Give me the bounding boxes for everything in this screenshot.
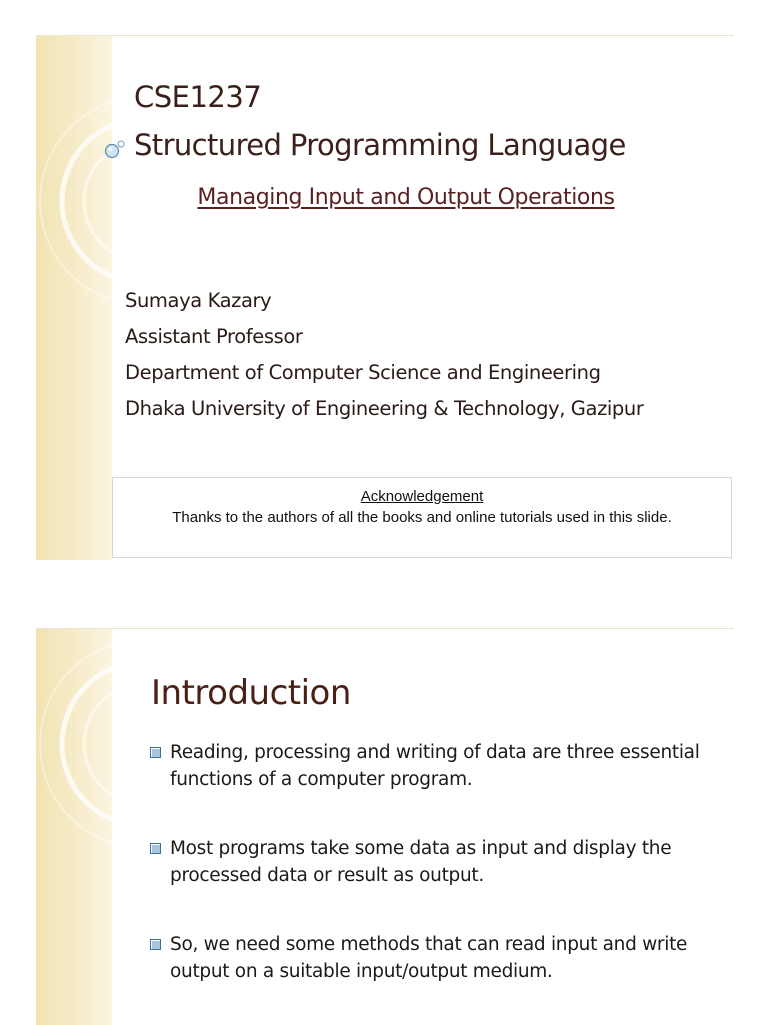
slide-subtitle: Managing Input and Output Operations — [197, 185, 615, 210]
square-bullet-icon — [150, 747, 161, 758]
list-item — [148, 739, 728, 793]
square-bullet-icon — [150, 939, 161, 950]
author-department: Department of Computer Science and Engineering — [125, 361, 601, 384]
course-code: CSE1237 — [134, 80, 262, 114]
title-slide — [36, 35, 734, 560]
acknowledgement-text: Thanks to the authors of all the books and online tutorials used in this slide. — [172, 509, 672, 526]
author-name: Sumaya Kazary — [125, 289, 272, 312]
bullet-list — [148, 739, 728, 1025]
author-university: Dhaka University of Engineering & Technology, Gazipur — [125, 397, 644, 420]
list-item — [148, 931, 728, 985]
course-title: Structured Programming Language — [134, 128, 626, 162]
bubble-icon — [104, 138, 126, 160]
bullet-text: Most programs take some data as input and display the processed data or result as output. — [170, 838, 672, 886]
decorative-arcs — [36, 36, 112, 560]
slide-title: Introduction — [151, 673, 351, 713]
decorative-side-band — [36, 36, 112, 560]
author-info — [125, 286, 643, 430]
decorative-arcs — [36, 629, 112, 1025]
author-position: Assistant Professor — [125, 325, 303, 348]
bullet-text: Reading, processing and writing of data are three essential functions of a computer program. — [170, 742, 700, 790]
square-bullet-icon — [150, 843, 161, 854]
acknowledgement-title: Acknowledgement — [360, 488, 484, 505]
acknowledgement-box — [112, 477, 732, 558]
bullet-text: So, we need some methods that can read input and write output on a suitable input/output medium. — [170, 934, 688, 982]
introduction-slide — [36, 628, 734, 1025]
list-item — [148, 835, 728, 889]
decorative-side-band — [36, 629, 112, 1025]
